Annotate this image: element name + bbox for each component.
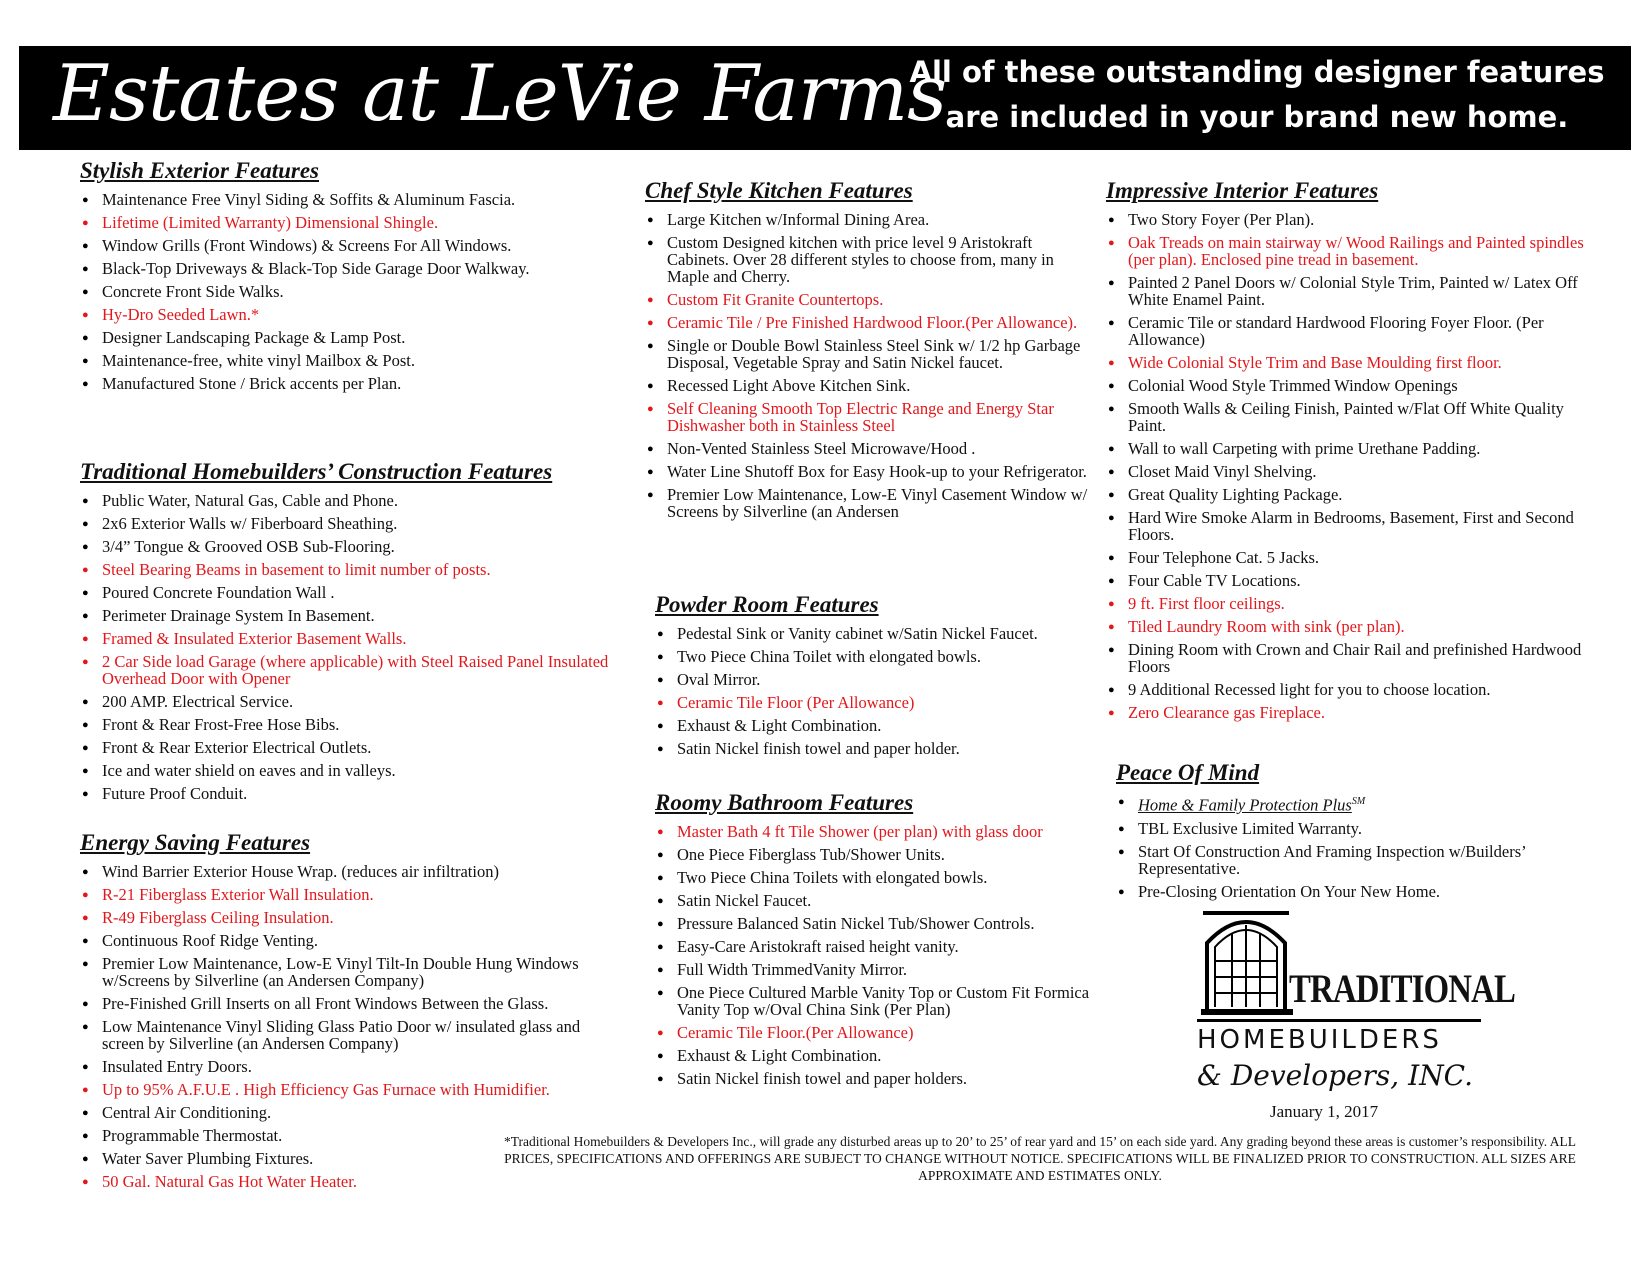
feature-item: ● 2 Car Side load Garage (where applicable) with Steel Raised Panel Insulated Overhead Door with Opener	[80, 653, 620, 687]
feature-item: ● Premier Low Maintenance, Low-E Vinyl Tilt-In Double Hung Windows w/Screens by Silverline (an Andersen Company)	[80, 955, 625, 989]
feature-item: ● Black-Top Driveways & Black-Top Side Garage Door Walkway.	[80, 260, 620, 277]
feature-item: ● Framed & Insulated Exterior Basement Walls.	[80, 630, 620, 647]
feature-item: ● Satin Nickel finish towel and paper holder.	[655, 740, 1100, 757]
feature-item: ● Colonial Wood Style Trimmed Window Openings	[1106, 377, 1596, 394]
section-title: Stylish Exterior Features	[80, 158, 319, 183]
feature-item: ● Master Bath 4 ft Tile Shower (per plan) with glass door	[655, 823, 1105, 840]
feature-item: ● Hard Wire Smoke Alarm in Bedrooms, Basement, First and Second Floors.	[1106, 509, 1596, 543]
feature-item: ● Designer Landscaping Package & Lamp Post.	[80, 329, 620, 346]
protection-plan-label: Home & Family Protection Plus	[1138, 795, 1352, 815]
feature-item: ● Single or Double Bowl Stainless Steel Sink w/ 1/2 hp Garbage Disposal, Vegetable Spray and Satin Nickel faucet.	[645, 337, 1095, 371]
feature-item: ● Ice and water shield on eaves and in valleys.	[80, 762, 620, 779]
feature-item: ● Wall to wall Carpeting with prime Urethane Padding.	[1106, 440, 1596, 457]
feature-item: ● Premier Low Maintenance, Low-E Vinyl Casement Window w/ Screens by Silverline (an Andersen	[645, 486, 1095, 520]
feature-item: ● Insulated Entry Doors.	[80, 1058, 625, 1075]
feature-item: ● Smooth Walls & Ceiling Finish, Painted w/Flat Off White Quality Paint.	[1106, 400, 1596, 434]
feature-list	[655, 823, 1105, 1087]
feature-item: ● 9 Additional Recessed light for you to choose location.	[1106, 681, 1596, 698]
feature-item: ● TBL Exclusive Limited Warranty.	[1116, 820, 1596, 837]
feature-item: ● Custom Fit Granite Countertops.	[645, 291, 1095, 308]
section-title: Peace Of Mind	[1116, 760, 1260, 785]
logo-wordmark-homebuilders: HOMEBUILDERS	[1197, 1025, 1442, 1055]
feature-item: ● One Piece Cultured Marble Vanity Top or Custom Fit Formica Vanity Top w/Oval China Sink (Per Plan)	[655, 984, 1105, 1018]
feature-item: ● Easy-Care Aristokraft raised height vanity.	[655, 938, 1105, 955]
feature-list	[80, 191, 620, 392]
feature-item: ● Window Grills (Front Windows) & Screens For All Windows.	[80, 237, 620, 254]
feature-item: ● Public Water, Natural Gas, Cable and Phone.	[80, 492, 620, 509]
logo-wordmark-developers: & Developers, INC.	[1197, 1059, 1473, 1092]
feature-item: ● Perimeter Drainage System In Basement.	[80, 607, 620, 624]
feature-item: ● Self Cleaning Smooth Top Electric Range and Energy Star Dishwasher both in Stainless Steel	[645, 400, 1095, 434]
feature-item: ● Water Saver Plumbing Fixtures.	[80, 1150, 625, 1167]
feature-item: ● Tiled Laundry Room with sink (per plan).	[1106, 618, 1596, 635]
feature-item: ● Pressure Balanced Satin Nickel Tub/Shower Controls.	[655, 915, 1105, 932]
section-construction	[80, 458, 620, 802]
feature-item: ● Recessed Light Above Kitchen Sink.	[645, 377, 1095, 394]
feature-item: ● Maintenance Free Vinyl Siding & Soffits & Aluminum Fascia.	[80, 191, 620, 208]
section-title: Traditional Homebuilders’ Construction Features	[80, 459, 553, 484]
section-peace-of-mind	[1116, 759, 1596, 900]
section-exterior	[80, 157, 620, 392]
section-title: Energy Saving Features	[80, 830, 311, 855]
feature-item: ● Satin Nickel finish towel and paper holders.	[655, 1070, 1105, 1087]
feature-item: ● Exhaust & Light Combination.	[655, 717, 1100, 734]
section-bathroom	[655, 789, 1105, 1087]
feature-item: ● Dining Room with Crown and Chair Rail and prefinished Hardwood Floors	[1106, 641, 1596, 675]
feature-item: ● 3/4” Tongue & Grooved OSB Sub-Flooring.	[80, 538, 620, 555]
feature-item: ● Ceramic Tile or standard Hardwood Flooring Foyer Floor. (Per Allowance)	[1106, 314, 1596, 348]
section-title: Chef Style Kitchen Features	[645, 178, 913, 203]
feature-item: ● Ceramic Tile Floor (Per Allowance)	[655, 694, 1100, 711]
logo-wordmark-traditional: TRADITIONAL	[1289, 966, 1516, 1011]
feature-item: ● Great Quality Lighting Package.	[1106, 486, 1596, 503]
community-title: Estates at LeVie Farms	[53, 49, 947, 139]
feature-item: ● Zero Clearance gas Fireplace.	[1106, 704, 1596, 721]
feature-item: ● Future Proof Conduit.	[80, 785, 620, 802]
feature-item: ● Pedestal Sink or Vanity cabinet w/Satin Nickel Faucet.	[655, 625, 1100, 642]
feature-item: ● Exhaust & Light Combination.	[655, 1047, 1105, 1064]
feature-item: ● Satin Nickel Faucet.	[655, 892, 1105, 909]
feature-item: ● Oval Mirror.	[655, 671, 1100, 688]
feature-item: ● Two Piece China Toilet with elongated bowls.	[655, 648, 1100, 665]
feature-list	[1116, 793, 1596, 814]
feature-item: ● 2x6 Exterior Walls w/ Fiberboard Sheathing.	[80, 515, 620, 532]
document-date: January 1, 2017	[1270, 1102, 1379, 1121]
feature-item: ● Lifetime (Limited Warranty) Dimensional Shingle.	[80, 214, 620, 231]
feature-item: ● Four Cable TV Locations.	[1106, 572, 1596, 589]
feature-item: ● Two Piece China Toilets with elongated bowls.	[655, 869, 1105, 886]
feature-item: ● Pre-Finished Grill Inserts on all Front Windows Between the Glass.	[80, 995, 625, 1012]
section-interior	[1106, 177, 1596, 721]
feature-item: ● Low Maintenance Vinyl Sliding Glass Patio Door w/ insulated glass and screen by Silverline (an Andersen Company)	[80, 1018, 625, 1052]
feature-item: ● Oak Treads on main stairway w/ Wood Railings and Painted spindles (per plan). Enclosed pine tread in basement.	[1106, 234, 1596, 268]
feature-item: ● Continuous Roof Ridge Venting.	[80, 932, 625, 949]
feature-item: ● Hy-Dro Seeded Lawn.*	[80, 306, 620, 323]
feature-item: ● Four Telephone Cat. 5 Jacks.	[1106, 549, 1596, 566]
protection-plan-item	[1116, 793, 1596, 814]
feature-item: ● Programmable Thermostat.	[80, 1127, 625, 1144]
feature-item: ● Custom Designed kitchen with price level 9 Aristokraft Cabinets. Over 28 different styles to choose from, many in Maple and Cherry.	[645, 234, 1095, 285]
header-tagline: All of these outstanding designer features are included in your brand new home.	[909, 55, 1605, 134]
feature-item: ● Ceramic Tile Floor.(Per Allowance)	[655, 1024, 1105, 1041]
feature-item: ● 50 Gal. Natural Gas Hot Water Heater.	[80, 1173, 625, 1190]
feature-item: ● Up to 95% A.F.U.E . High Efficiency Gas Furnace with Humidifier.	[80, 1081, 625, 1098]
feature-item: ● R-21 Fiberglass Exterior Wall Insulation.	[80, 886, 625, 903]
feature-item: ● Start Of Construction And Framing Inspection w/Builders’ Representative.	[1116, 843, 1596, 877]
feature-item: ● Wind Barrier Exterior House Wrap. (reduces air infiltration)	[80, 863, 625, 880]
feature-list	[645, 211, 1095, 520]
feature-item: ● Two Story Foyer (Per Plan).	[1106, 211, 1596, 228]
feature-item: ● Ceramic Tile / Pre Finished Hardwood Floor.(Per Allowance).	[645, 314, 1095, 331]
feature-item: ● Non-Vented Stainless Steel Microwave/Hood .	[645, 440, 1095, 457]
feature-item: ● Front & Rear Frost-Free Hose Bibs.	[80, 716, 620, 733]
company-logo	[1193, 903, 1516, 1093]
feature-item: ● Concrete Front Side Walks.	[80, 283, 620, 300]
feature-item: ● Wide Colonial Style Trim and Base Moulding first floor.	[1106, 354, 1596, 371]
feature-list	[1116, 820, 1596, 900]
section-powder	[655, 591, 1100, 757]
feature-item: ● Pre-Closing Orientation On Your New Home.	[1116, 883, 1596, 900]
feature-item: ● Front & Rear Exterior Electrical Outlets.	[80, 739, 620, 756]
feature-item: ● Manufactured Stone / Brick accents per Plan.	[80, 375, 620, 392]
section-title: Powder Room Features	[655, 592, 879, 617]
feature-item: ● Full Width TrimmedVanity Mirror.	[655, 961, 1105, 978]
feature-item: ● Steel Bearing Beams in basement to limit number of posts.	[80, 561, 620, 578]
feature-item: ● Closet Maid Vinyl Shelving.	[1106, 463, 1596, 480]
feature-item: ● 9 ft. First floor ceilings.	[1106, 595, 1596, 612]
feature-item: ● One Piece Fiberglass Tub/Shower Units.	[655, 846, 1105, 863]
footnote-disclaimer: *Traditional Homebuilders & Developers Inc., will grade any disturbed areas up to 20’ to 25’ of rear yard and 15’ on each side yard. Any grading beyond these areas is customer’s responsibility. ALL PRICES, SPECIFICATIONS AND OFFERINGS ARE SUBJECT TO CHANGE WITHOUT NOTICE. SPECIFICATIONS WILL BE FINALIZED PRIOR TO CONSTRUCTION. ALL SIZES ARE APPROXIMATE AND ESTIMATES ONLY.	[503, 1134, 1577, 1183]
feature-item: ● Central Air Conditioning.	[80, 1104, 625, 1121]
feature-list	[655, 625, 1100, 757]
feature-item: ● R-49 Fiberglass Ceiling Insulation.	[80, 909, 625, 926]
feature-list	[80, 492, 620, 802]
feature-item: ● Large Kitchen w/Informal Dining Area.	[645, 211, 1095, 228]
section-kitchen	[645, 177, 1095, 520]
feature-item: ● Maintenance-free, white vinyl Mailbox & Post.	[80, 352, 620, 369]
feature-item: ● Poured Concrete Foundation Wall .	[80, 584, 620, 601]
service-mark: SM	[1351, 796, 1366, 807]
section-title: Roomy Bathroom Features	[655, 790, 914, 815]
feature-item: ● Water Line Shutoff Box for Easy Hook-up to your Refrigerator.	[645, 463, 1095, 480]
feature-item: ● Painted 2 Panel Doors w/ Colonial Style Trim, Painted w/ Latex Off White Enamel Paint.	[1106, 274, 1596, 308]
feature-list	[1106, 211, 1596, 721]
feature-item: ● 200 AMP. Electrical Service.	[80, 693, 620, 710]
section-title: Impressive Interior Features	[1106, 178, 1379, 203]
header-banner	[19, 46, 1631, 150]
